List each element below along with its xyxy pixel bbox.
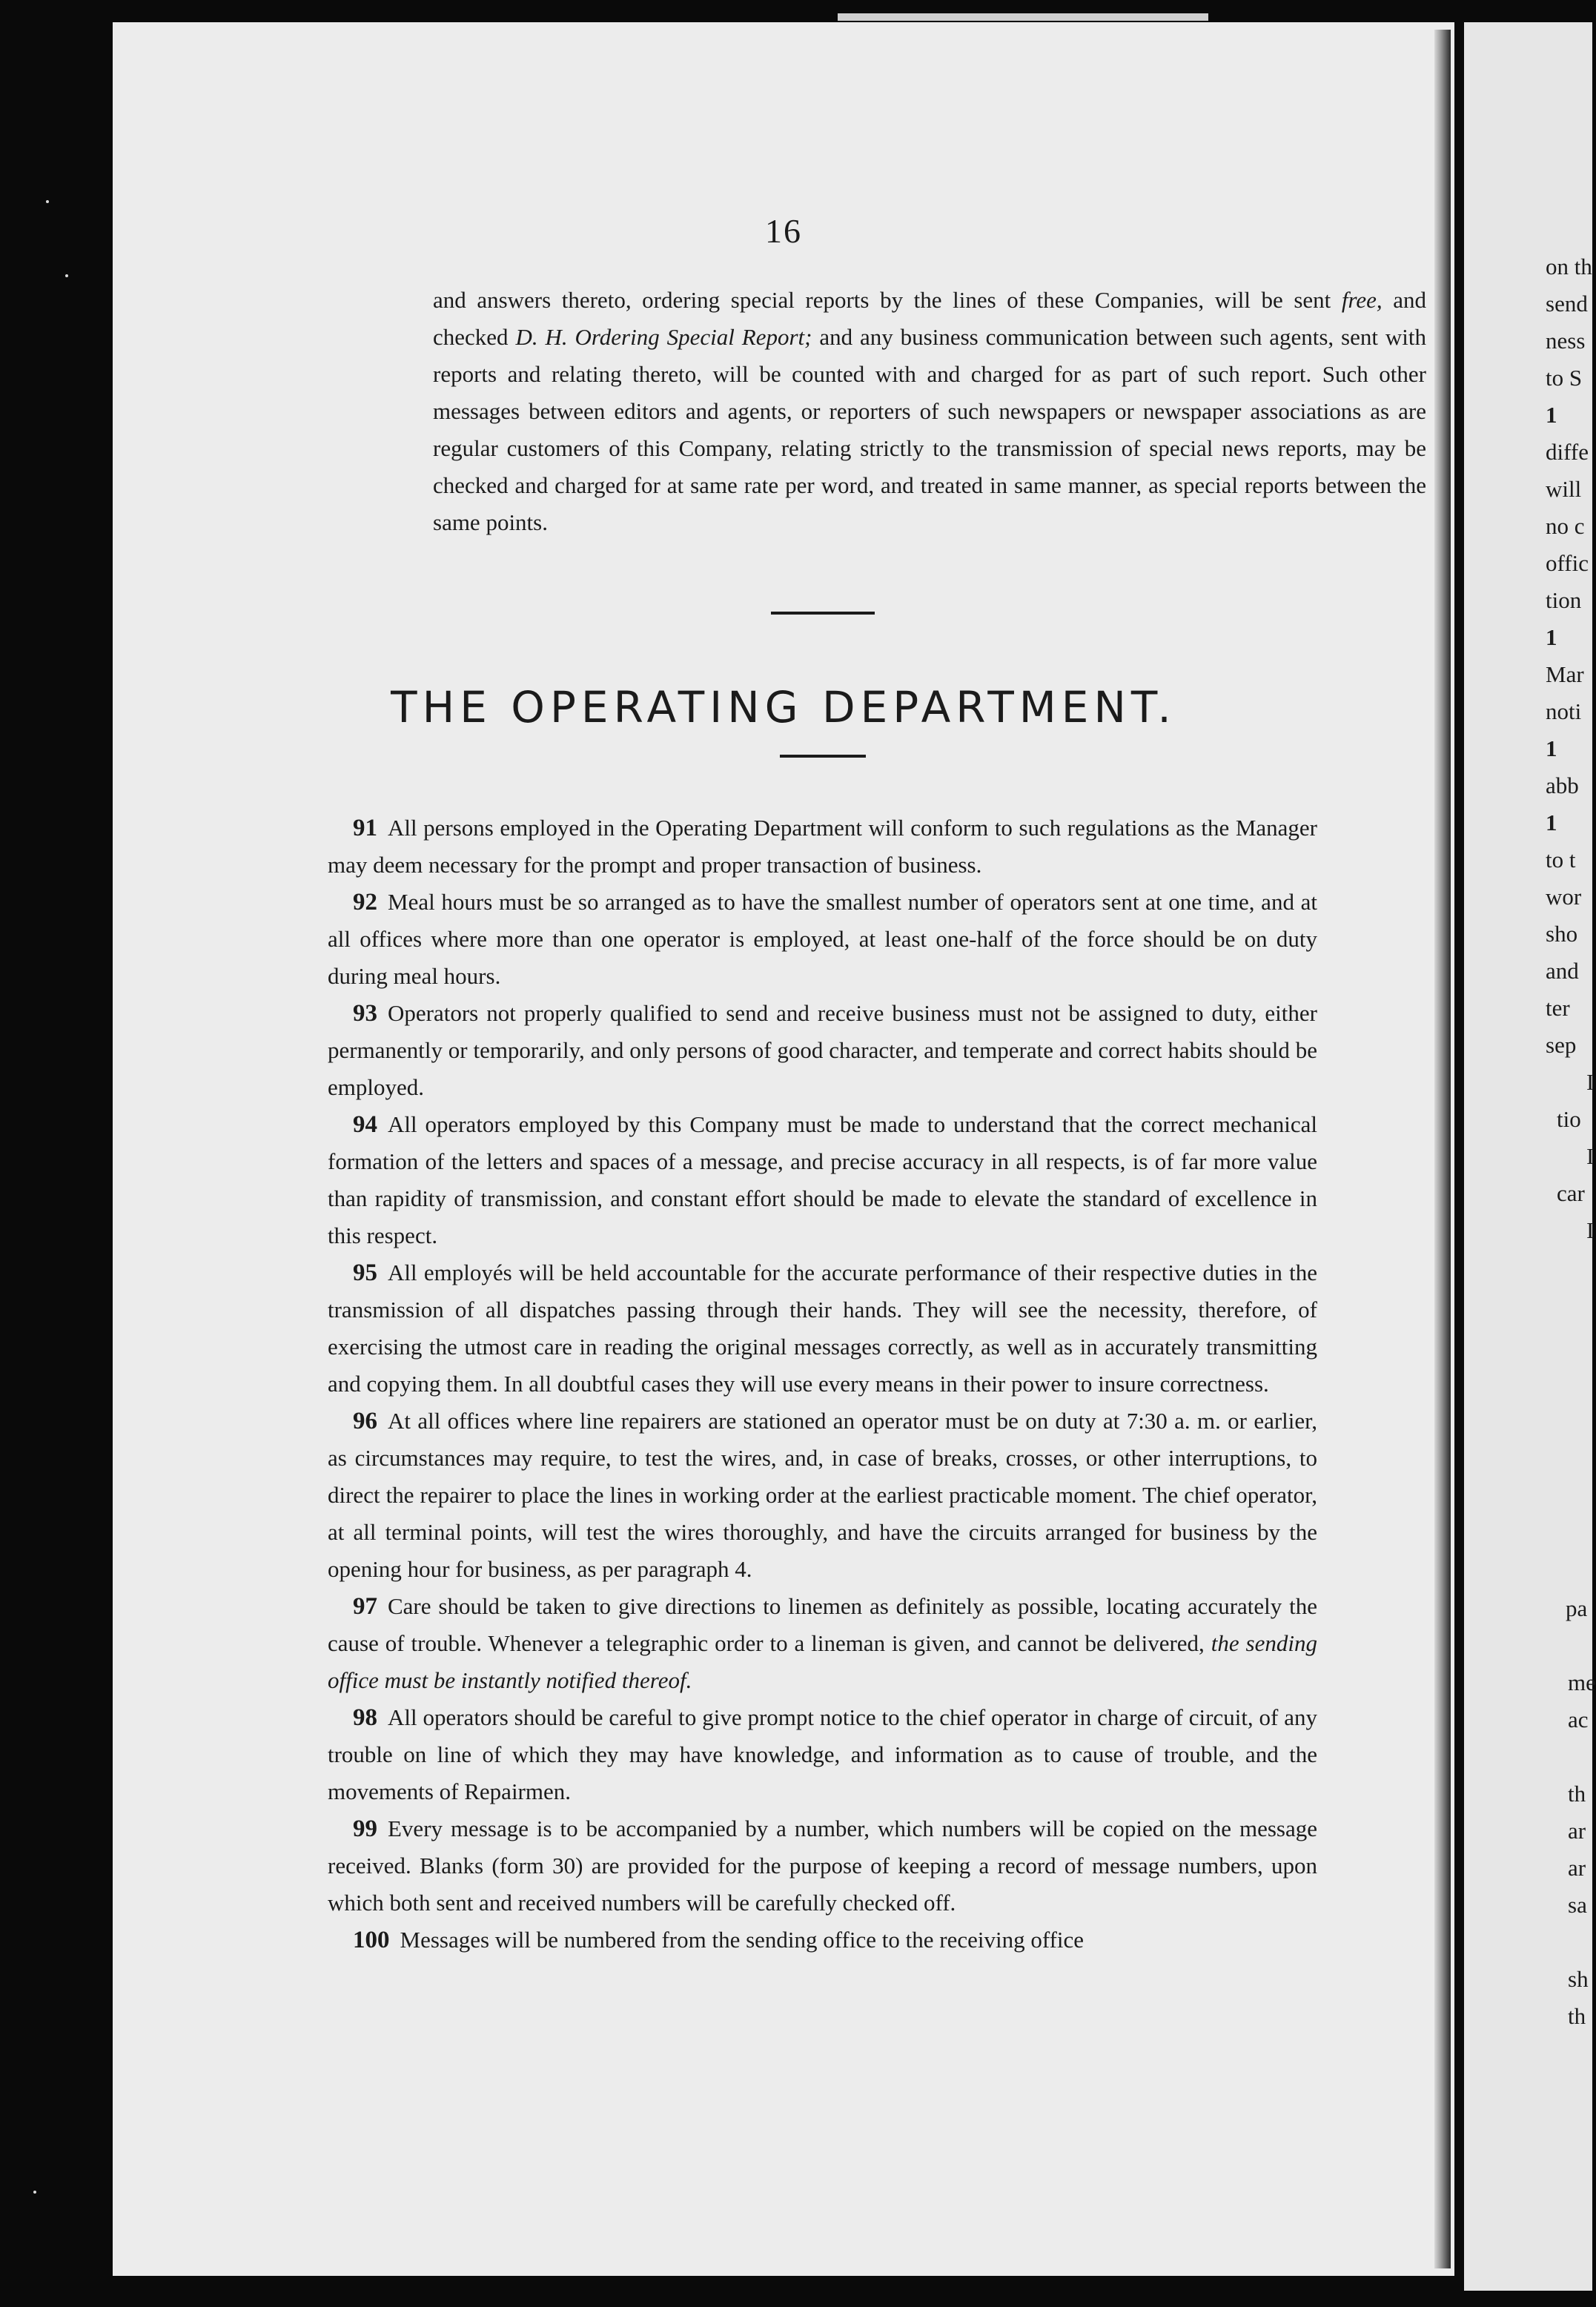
facing-fragment: ar [1568,1855,1586,1881]
rule-item [328,1403,1317,1588]
facing-fragment: tion [1546,587,1582,613]
rule-item [328,1254,1317,1403]
scan-speck [46,200,49,203]
facing-fragment: send [1546,291,1588,317]
facing-fragment: ac [1568,1707,1589,1732]
divider-rule-top [771,612,875,615]
scan-top-strip [838,13,1208,21]
rule-item [328,1922,1317,1959]
facing-fragment: ness [1546,328,1586,354]
facing-fragment: noti [1546,698,1582,724]
rule-text: Care should be taken to give directions to linemen as definitely as possible, locating accurately the cause of trouble. Whenever a telegraphic order to a lineman is given, and cannot be delivered, [328,1593,1317,1656]
facing-fragment: sho [1546,921,1578,947]
rule-number: 94 [353,1111,377,1138]
intro-free: free, [1341,287,1383,313]
rule-number: 98 [353,1704,377,1731]
rule-text: Meal hours must be so arranged as to have the smallest number of operators sent at one time, and at all offices where more than one operator is employed, at least one-half of the force should be on duty during meal hours. [328,889,1317,989]
rule-item [328,995,1317,1106]
rule-item [328,1106,1317,1254]
facing-fragment: ter [1546,995,1570,1021]
book-page [113,22,1454,2276]
rule-number: 92 [353,889,377,916]
rule-text: Every message is to be accompanied by a number, which numbers will be copied on the message received. Blanks (form 30) are provided for the purpose of keeping a record of message numbers, upon which both sent and received numbers will be carefully checked off. [328,1816,1317,1916]
facing-fragment: I [1586,1217,1595,1243]
page-gutter-shadow [1434,30,1451,2268]
rule-item [328,884,1317,995]
facing-fragment: sa [1568,1892,1587,1918]
rule-text: All operators should be careful to give prompt notice to the chief operator in charge of circuit, of any trouble on line of which they may have knowledge, and information as to cause of trouble, and the movements of Repairmen. [328,1704,1317,1804]
rule-item [328,1810,1317,1922]
intro-text-3: and any business communication between such agents, sent with reports and relating thereto, will be counted with and charged for as part of such report. Such other messages between editors and agents, or reporters of such newspapers or newspaper associations as are regular customers of this Company, relating strictly to the transmission of special news reports, may be checked and charged for at same rate per word, and treated in same manner, as special reports between the same points. [433,324,1426,535]
section-heading: THE OPERATING DEPARTMENT. [391,682,1176,732]
facing-fragment: wor [1546,884,1582,910]
facing-fragment: sep [1546,1032,1577,1058]
rule-text: All operators employed by this Company must be made to understand that the correct mechanical formation of the letters and spaces of a message, and precise accuracy in all respects, is of far more value than rapidity of transmission, and constant effort should be made to elevate the standard of excellence in this respect. [328,1111,1317,1248]
facing-fragment: abb [1546,772,1579,798]
rule-text: Operators not properly qualified to send and receive business must not be assigned to duty, either permanently or temporarily, and only persons of good character, and temperate and correct habits should be employed. [328,1000,1317,1100]
facing-fragment: th [1568,2003,1586,2029]
facing-fragment: I [1586,1143,1595,1169]
rule-item [328,810,1317,884]
rule-number: 96 [353,1408,377,1434]
facing-fragment: no c [1546,513,1585,539]
rule-text: Messages will be numbered from the sending office to the receiving office [400,1927,1085,1953]
scan-speck [33,2191,36,2194]
scan-speck [65,274,68,277]
intro-text-2: and checked [433,287,1426,350]
facing-fragment: 1 [1546,402,1557,428]
facing-fragment: on th [1546,254,1592,279]
rule-number: 91 [353,815,377,841]
facing-fragment: 1 [1546,810,1557,835]
intro-checked-label: D. H. Ordering Special Report; [515,324,812,350]
rule-text: All persons employed in the Operating Department will conform to such regulations as the Manager may deem necessary for the prompt and proper transaction of business. [328,815,1317,878]
facing-fragment: tio [1557,1106,1581,1132]
facing-fragment: car [1557,1180,1585,1206]
facing-fragment: ar [1568,1818,1586,1844]
rules-list [328,810,1317,1959]
facing-fragment: Mar [1546,661,1584,687]
facing-fragment: pa [1566,1595,1588,1621]
rule-text: All employés will be held accountable for the accurate performance of their respective duties in the transmission of all dispatches passing through their hands. They will see the necessity, therefore, of exercising the utmost care in reading the original messages correctly, as well as in accurately transmitting and copying them. In all doubtful cases they will use every means in their power to insure correctness. [328,1260,1317,1397]
page-number: 16 [765,212,802,250]
facing-fragment: 1 [1546,735,1557,761]
rule-item [328,1588,1317,1699]
intro-text-1: and answers thereto, ordering special reports by the lines of these Companies, will be sent [433,287,1342,313]
rule-number: 93 [353,1000,377,1027]
facing-fragment: 1 [1546,624,1557,650]
facing-fragment: to S [1546,365,1583,391]
facing-fragment: and [1546,958,1579,984]
rule-number: 95 [353,1260,377,1286]
facing-fragment: th [1568,1781,1586,1807]
rule-text: At all offices where line repairers are stationed an operator must be on duty at 7:30 a. m. or earlier, as circumstances may require, to test the wires, and, in case of breaks, crosses, or other interruptions, to direct the repairer to place the lines in working order at the earliest practicable moment. The chief operator, at all terminal points, will test the wires thoroughly, and have the circuits arranged for business by the opening hour for business, as per paragraph 4. [328,1408,1317,1582]
rule-italic-text: the sending office must be instantly notified thereof. [328,1630,1317,1693]
facing-fragment: diffe [1546,439,1589,465]
rule-item [328,1699,1317,1810]
rule-number: 97 [353,1593,377,1620]
facing-fragment: offic [1546,550,1589,576]
rule-number: 99 [353,1816,377,1842]
facing-fragment: will [1546,476,1582,502]
facing-fragment: I [1586,1069,1595,1095]
divider-rule-bottom [780,755,866,758]
facing-fragment: sh [1568,1966,1589,1992]
intro-paragraph [433,282,1426,541]
rule-number: 100 [353,1927,390,1953]
facing-fragment: to t [1546,847,1576,873]
facing-fragment: me [1568,1669,1596,1695]
